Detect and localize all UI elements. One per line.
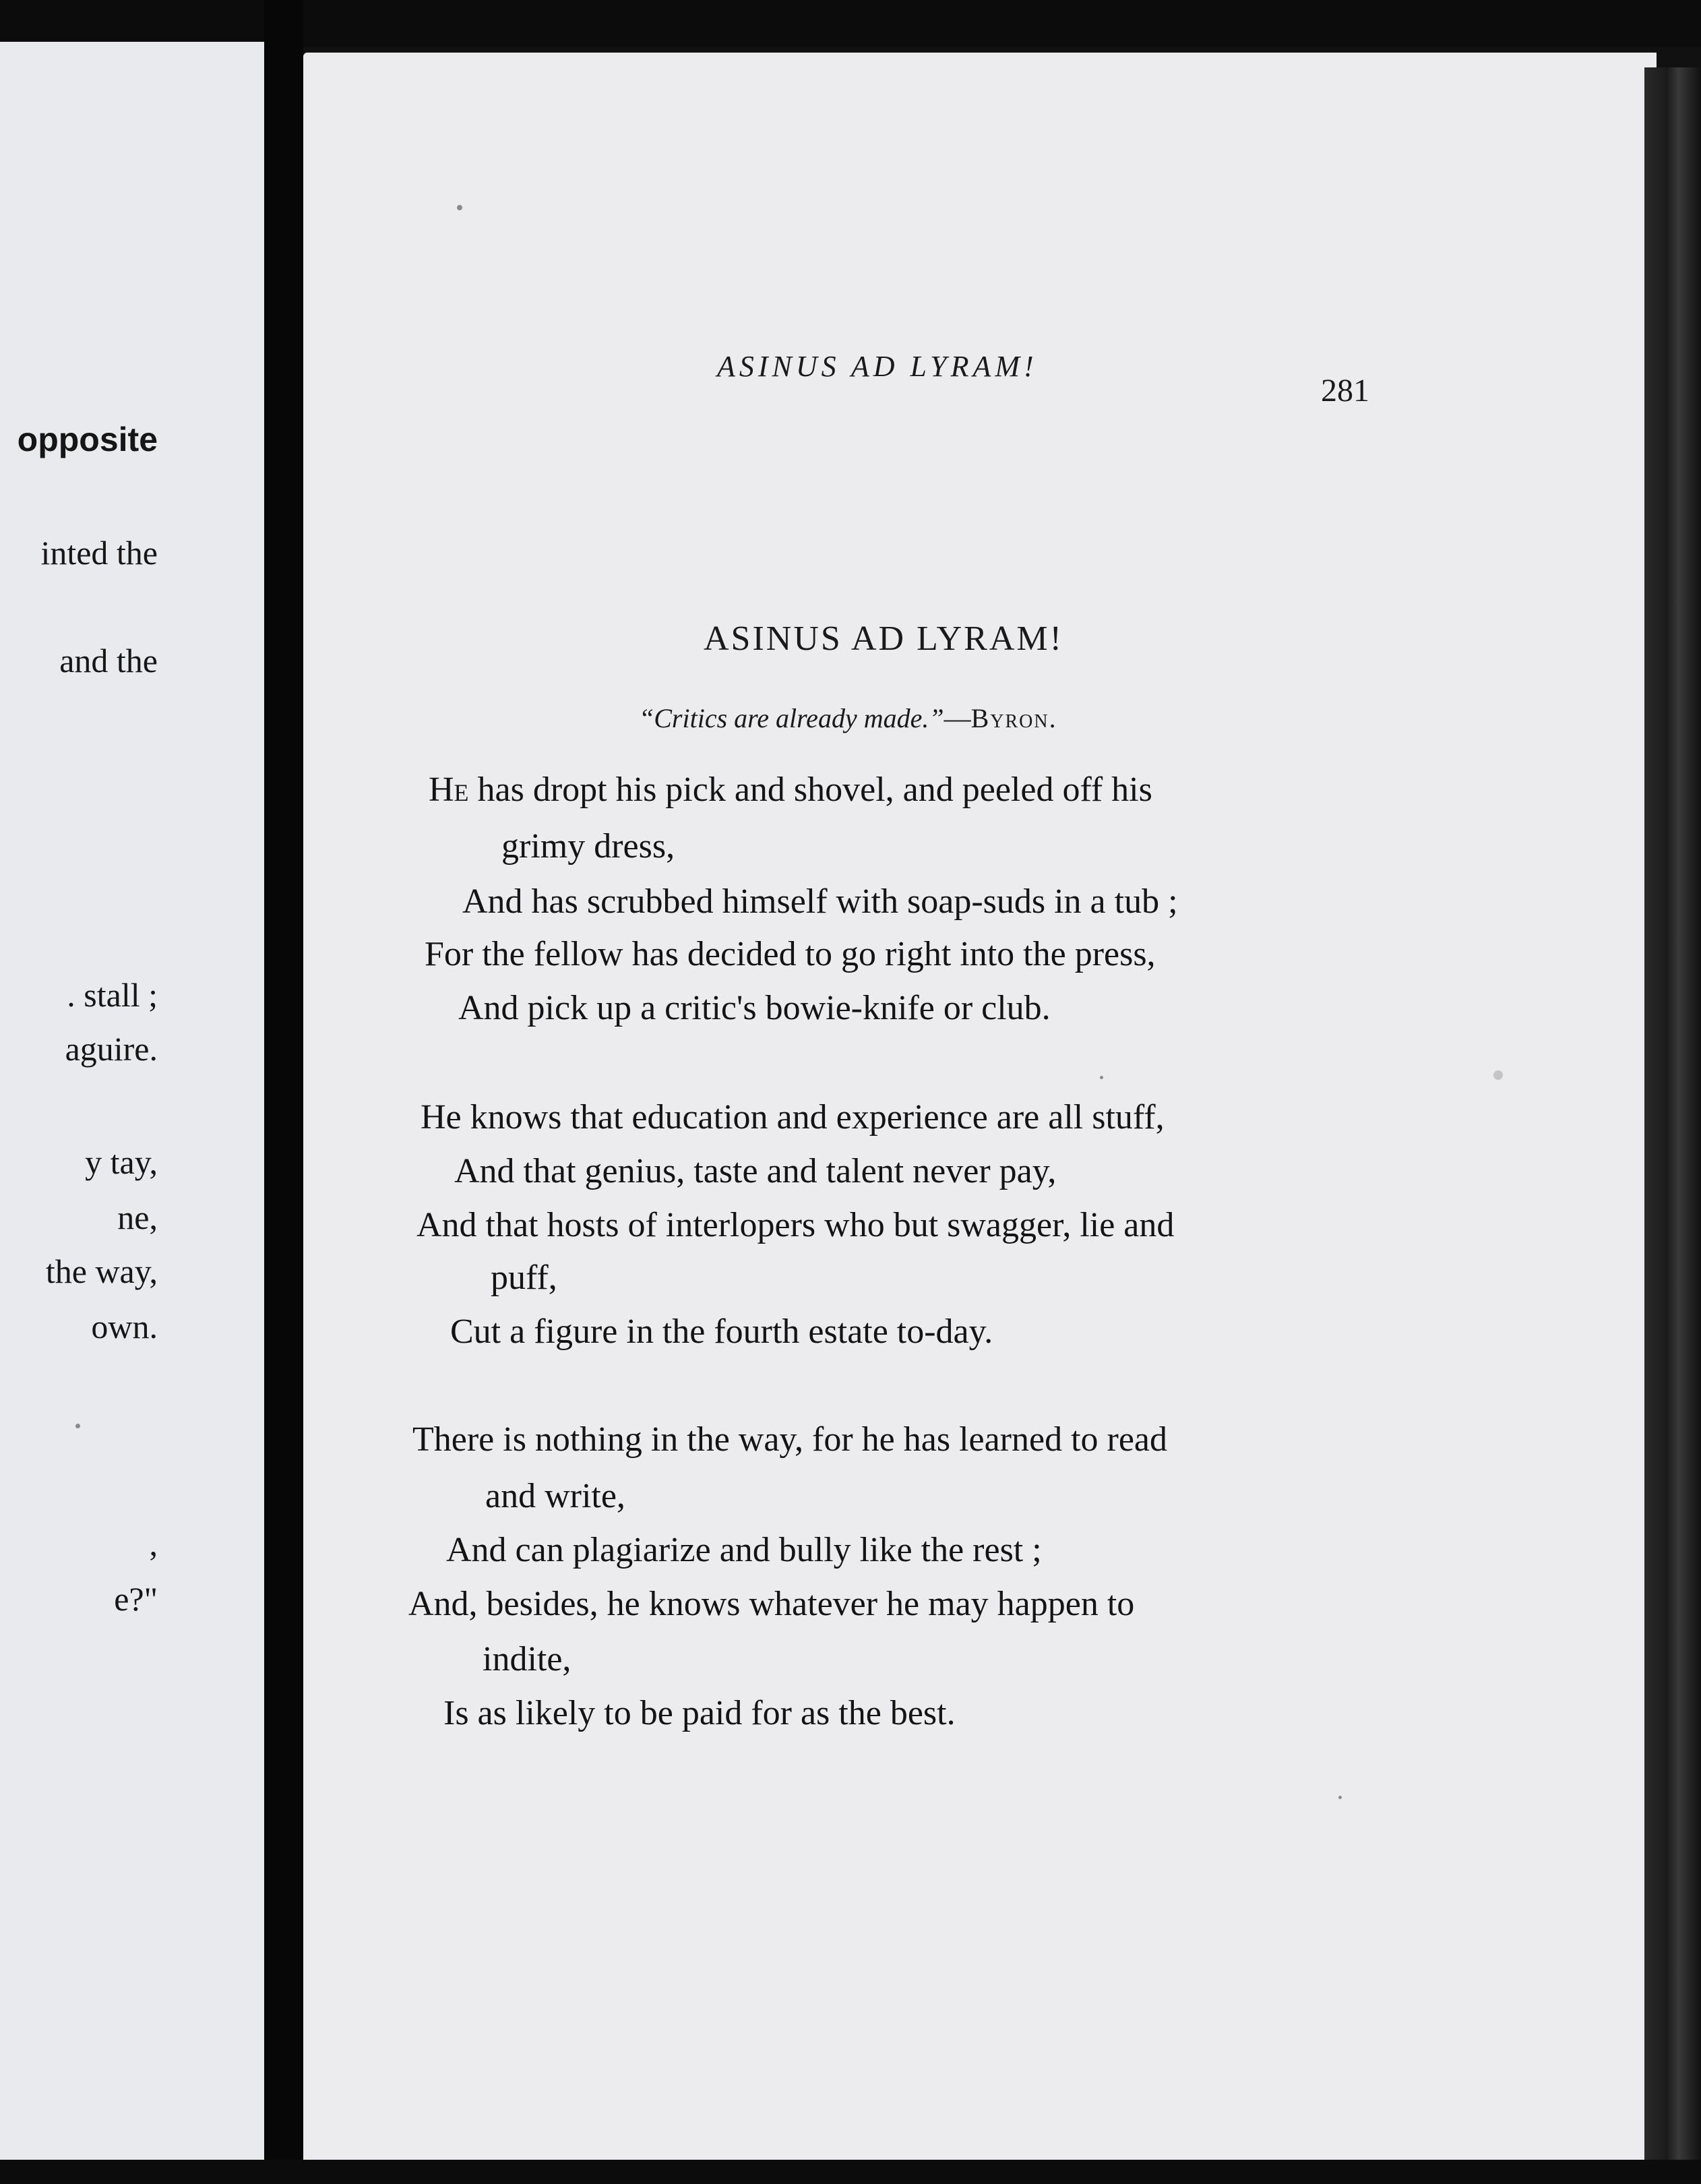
epigraph [639, 702, 1057, 734]
poem-line: And pick up a critic's bowie-knife or club. [458, 989, 1051, 1027]
left-page [0, 42, 287, 2171]
scan-speck [1493, 1070, 1503, 1080]
poem-line: puff, [491, 1258, 557, 1297]
left-fragment: , [149, 1525, 158, 1563]
epigraph-author: Byron. [970, 703, 1057, 733]
poem-line: For the fellow has decided to go right into the press, [425, 935, 1156, 973]
scan-speck [457, 205, 462, 210]
epigraph-quote: “Critics are already made.” [639, 703, 944, 733]
poem-line: And can plagiarize and bully like the rest ; [446, 1531, 1042, 1569]
left-fragment: own. [91, 1308, 158, 1345]
epigraph-dash: — [944, 703, 971, 733]
scan-speck [75, 1424, 80, 1428]
scan-top-border [0, 0, 1701, 47]
poem-line: And has scrubbed himself with soap-suds in a tub ; [462, 882, 1178, 921]
poem-line: And, besides, he knows whatever he may happen to [408, 1585, 1135, 1623]
left-fragment: opposite [17, 421, 158, 458]
poem-line-first-word: He [429, 770, 469, 809]
left-fragment: ne, [117, 1199, 158, 1236]
poem-line: grimy dress, [501, 827, 675, 866]
left-fragment: y tay, [85, 1143, 158, 1181]
left-fragment: e?" [114, 1580, 158, 1618]
poem-line: There is nothing in the way, for he has learned to read [412, 1420, 1168, 1459]
poem-line: And that hosts of interlopers who but swagger, lie and [416, 1206, 1175, 1244]
left-fragment: aguire. [65, 1030, 158, 1068]
poem-line [429, 770, 1152, 810]
scan-bottom-border [0, 2160, 1701, 2184]
page-edge [1644, 67, 1701, 2184]
left-fragment: inted the [40, 534, 158, 572]
poem-line: And that genius, taste and talent never pay, [454, 1152, 1057, 1190]
poem-line-rest: has dropt his pick and shovel, and peeled off his [468, 770, 1152, 809]
left-fragment: the way, [45, 1252, 158, 1290]
left-fragment: and the [59, 642, 158, 679]
poem-line: He knows that education and experience are all stuff, [421, 1098, 1165, 1136]
poem-line: and write, [485, 1477, 625, 1515]
page-number: 281 [1321, 373, 1369, 408]
poem-line: indite, [483, 1640, 571, 1678]
scan-speck [1100, 1076, 1103, 1079]
left-fragment: . stall ; [67, 976, 158, 1014]
poem-line: Is as likely to be paid for as the best. [443, 1694, 956, 1732]
poem-line: Cut a figure in the fourth estate to-day. [450, 1312, 993, 1351]
running-head: ASINUS AD LYRAM! [717, 350, 1038, 383]
scan-speck [1338, 1796, 1342, 1799]
poem-title: ASINUS AD LYRAM! [704, 619, 1063, 658]
book-gutter [264, 0, 303, 2184]
